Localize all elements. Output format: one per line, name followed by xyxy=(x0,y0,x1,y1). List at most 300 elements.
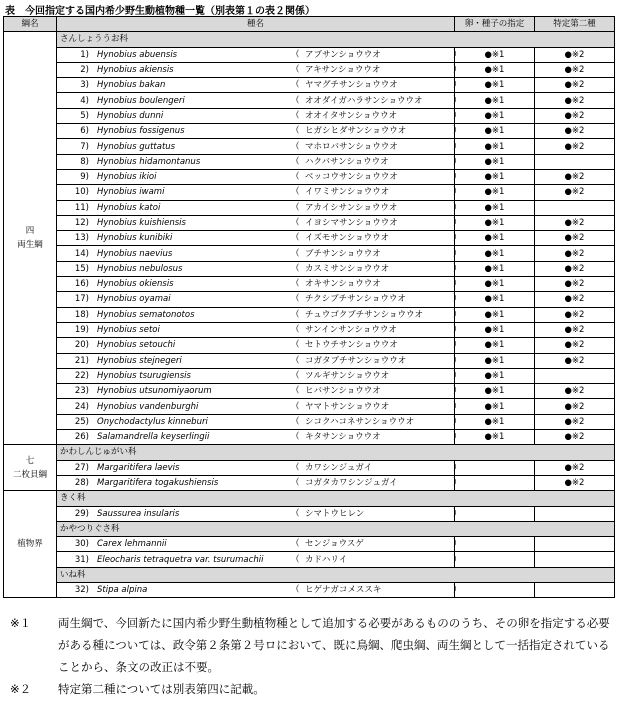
paren-close: ） xyxy=(453,416,462,427)
class-number: 七 xyxy=(25,455,35,466)
paren-close: ） xyxy=(453,218,462,228)
table-row xyxy=(4,384,615,399)
species-name-cell xyxy=(57,169,462,184)
japanese-name: カワシンジュガイ xyxy=(305,462,373,473)
species-number: 26) xyxy=(74,432,89,443)
paren-close: ） xyxy=(453,340,462,351)
paren-open: （ xyxy=(291,126,300,137)
japanese-name: ヒゲナガコメススキ xyxy=(305,585,382,596)
japanese-name: アブサンショウウオ xyxy=(305,49,381,60)
eggs-designation: ●※1 xyxy=(455,261,535,276)
eggs-designation: ●※1 xyxy=(455,246,535,261)
special-type2-designation: ●※2 xyxy=(535,277,615,292)
family-row xyxy=(4,445,615,460)
special-type2-designation: ●※2 xyxy=(535,93,615,108)
species-name-cell xyxy=(57,353,462,368)
eggs-designation: ●※1 xyxy=(455,124,535,139)
footnote xyxy=(10,612,614,678)
special-type2-designation: ●※2 xyxy=(535,338,615,353)
table-header-row xyxy=(4,17,615,32)
species-number: 30) xyxy=(74,539,89,550)
table-row xyxy=(4,185,615,200)
japanese-name: イヨシマサンショウウオ xyxy=(305,218,398,228)
species-number: 15) xyxy=(74,263,89,274)
species-number: 1) xyxy=(80,49,89,60)
species-number: 32) xyxy=(74,585,89,596)
species-name-cell xyxy=(57,246,462,261)
species-number: 27) xyxy=(74,462,89,473)
scientific-name: Stipa alpina xyxy=(97,585,148,596)
scientific-name: Eleocharis tetraquetra var. tsurumachii xyxy=(97,554,264,565)
paren-close: ） xyxy=(453,462,462,473)
paren-open: （ xyxy=(291,355,300,366)
special-type2-designation: ●※2 xyxy=(535,307,615,322)
eggs-designation xyxy=(455,506,535,521)
species-name-cell xyxy=(57,261,462,276)
species-name-cell xyxy=(57,78,462,93)
footnote-mark: ※１ xyxy=(10,616,32,630)
paren-open: （ xyxy=(291,141,300,152)
paren-close: ） xyxy=(453,233,462,244)
paren-close: ） xyxy=(453,110,462,121)
scientific-name: Hynobius abuensis xyxy=(97,49,178,60)
paren-close: ） xyxy=(453,202,462,213)
japanese-name: ベッコウサンショウウオ xyxy=(305,172,398,183)
paren-open: （ xyxy=(291,508,300,519)
scientific-name: Hynobius katoi xyxy=(97,202,161,213)
japanese-name: イワミサンショウウオ xyxy=(305,187,390,198)
special-type2-designation xyxy=(535,154,615,169)
paren-open: （ xyxy=(291,416,300,427)
table-row xyxy=(4,154,615,169)
paren-open: （ xyxy=(291,585,300,596)
eggs-designation: ●※1 xyxy=(455,430,535,445)
species-number: 5) xyxy=(80,110,89,121)
japanese-name: オオダイガハラサンショウウオ xyxy=(305,95,423,106)
footnote xyxy=(10,678,614,700)
species-name-cell xyxy=(57,322,462,337)
eggs-designation xyxy=(455,475,535,490)
eggs-designation: ●※1 xyxy=(455,169,535,184)
table-row xyxy=(4,231,615,246)
special-type2-designation: ●※2 xyxy=(535,215,615,230)
special-type2-designation xyxy=(535,368,615,383)
paren-open: （ xyxy=(291,462,300,473)
paren-close: ） xyxy=(453,156,462,167)
special-type2-designation: ●※2 xyxy=(535,460,615,475)
species-name-cell xyxy=(57,582,462,597)
species-name-cell xyxy=(57,62,462,77)
species-name-cell xyxy=(57,215,462,230)
special-type2-designation xyxy=(535,582,615,597)
header-special-type2: 特定第二種 xyxy=(535,17,615,32)
scientific-name: Hynobius guttatus xyxy=(97,141,176,152)
species-name-cell xyxy=(57,47,462,62)
japanese-name: コガタブチサンショウウオ xyxy=(305,355,407,366)
paren-open: （ xyxy=(291,263,300,274)
species-name-cell xyxy=(57,292,462,307)
japanese-name: センジョウスゲ xyxy=(305,539,364,550)
special-type2-designation: ●※2 xyxy=(535,139,615,154)
scientific-name: Carex lehmannii xyxy=(97,539,167,550)
paren-open: （ xyxy=(291,156,300,167)
paren-close: ） xyxy=(453,126,462,137)
japanese-name: シコクハコネサンショウウオ xyxy=(305,416,415,427)
table-row xyxy=(4,215,615,230)
special-type2-designation: ●※2 xyxy=(535,231,615,246)
class-label: 両生綱 xyxy=(17,240,43,251)
paren-open: （ xyxy=(291,370,300,381)
eggs-designation: ●※1 xyxy=(455,47,535,62)
species-name-cell xyxy=(57,154,462,169)
family-row xyxy=(4,567,615,582)
species-number: 13) xyxy=(74,233,89,244)
special-type2-designation xyxy=(535,537,615,552)
class-label: 植物界 xyxy=(17,539,43,550)
special-type2-designation: ●※2 xyxy=(535,108,615,123)
japanese-name: ツルギサンショウウオ xyxy=(305,370,390,381)
eggs-designation: ●※1 xyxy=(455,185,535,200)
table-row xyxy=(4,414,615,429)
species-name-cell xyxy=(57,93,462,108)
table-row xyxy=(4,430,615,445)
table-row xyxy=(4,200,615,215)
table-row xyxy=(4,537,615,552)
scientific-name: Hynobius dunni xyxy=(97,110,164,121)
paren-close: ） xyxy=(453,248,462,259)
species-number: 10) xyxy=(74,187,89,198)
species-name-cell xyxy=(57,399,462,414)
table-row xyxy=(4,506,615,521)
paren-close: ） xyxy=(453,279,462,290)
scientific-name: Hynobius hidamontanus xyxy=(97,156,201,167)
species-table xyxy=(3,16,615,598)
species-name-cell xyxy=(57,552,462,567)
species-number: 16) xyxy=(74,279,89,290)
species-name-cell xyxy=(57,368,462,383)
paren-close: ） xyxy=(453,141,462,152)
paren-open: （ xyxy=(291,110,300,121)
species-number: 14) xyxy=(74,248,89,259)
eggs-designation xyxy=(455,460,535,475)
eggs-designation: ●※1 xyxy=(455,200,535,215)
japanese-name: ハクバサンショウウオ xyxy=(305,156,389,167)
special-type2-designation: ●※2 xyxy=(535,414,615,429)
scientific-name: Hynobius kunibiki xyxy=(97,233,173,244)
scientific-name: Hynobius naevius xyxy=(97,248,173,259)
eggs-designation: ●※1 xyxy=(455,368,535,383)
japanese-name: シマトウヒレン xyxy=(305,508,365,519)
table-body xyxy=(4,32,615,598)
eggs-designation xyxy=(455,552,535,567)
paren-close: ） xyxy=(453,187,462,198)
species-number: 28) xyxy=(74,478,89,489)
eggs-designation: ●※1 xyxy=(455,307,535,322)
scientific-name: Saussurea insularis xyxy=(97,508,180,519)
paren-close: ） xyxy=(453,432,462,443)
species-number: 12) xyxy=(74,218,89,228)
paren-open: （ xyxy=(291,340,300,351)
table-row xyxy=(4,307,615,322)
footnote-text: 特定第二種については別表第四に記載。 xyxy=(58,682,265,696)
special-type2-designation: ●※2 xyxy=(535,47,615,62)
class-name xyxy=(4,445,57,491)
paren-open: （ xyxy=(291,401,300,412)
japanese-name: アキサンショウウオ xyxy=(305,65,381,76)
family-row xyxy=(4,32,615,47)
paren-close: ） xyxy=(453,95,462,106)
species-number: 17) xyxy=(74,294,89,305)
scientific-name: Hynobius vandenburghi xyxy=(97,401,199,412)
scientific-name: Margaritifera togakushiensis xyxy=(97,478,219,489)
paren-close: ） xyxy=(453,539,462,550)
species-name-cell xyxy=(57,200,462,215)
species-number: 31) xyxy=(74,554,89,565)
japanese-name: カスミサンショウウオ xyxy=(305,263,390,274)
special-type2-designation: ●※2 xyxy=(535,78,615,93)
table-row xyxy=(4,108,615,123)
scientific-name: Hynobius tsurugiensis xyxy=(97,370,191,381)
paren-close: ） xyxy=(453,386,462,397)
special-type2-designation: ●※2 xyxy=(535,124,615,139)
table-row xyxy=(4,475,615,490)
scientific-name: Hynobius ikioi xyxy=(97,172,157,183)
paren-open: （ xyxy=(291,202,300,213)
species-number: 23) xyxy=(74,386,89,397)
paren-close: ） xyxy=(453,554,462,565)
species-name-cell xyxy=(57,384,462,399)
table-row xyxy=(4,353,615,368)
eggs-designation: ●※1 xyxy=(455,384,535,399)
species-number: 19) xyxy=(74,325,89,336)
japanese-name: コガタカワシンジュガイ xyxy=(305,478,398,489)
paren-close: ） xyxy=(453,401,462,412)
scientific-name: Hynobius akiensis xyxy=(97,65,174,76)
species-number: 8) xyxy=(80,156,89,167)
paren-close: ） xyxy=(453,355,462,366)
paren-close: ） xyxy=(453,65,462,76)
species-number: 24) xyxy=(74,401,89,412)
japanese-name: ヒバサンショウウオ xyxy=(305,386,381,397)
family-name: かやつりぐさ科 xyxy=(57,521,615,536)
table-row xyxy=(4,399,615,414)
special-type2-designation: ●※2 xyxy=(535,169,615,184)
eggs-designation: ●※1 xyxy=(455,338,535,353)
japanese-name: セトウチサンショウウオ xyxy=(305,340,398,351)
table-row xyxy=(4,552,615,567)
paren-open: （ xyxy=(291,233,300,244)
paren-open: （ xyxy=(291,309,300,320)
header-eggs-seeds: 卵・種子の指定 xyxy=(455,17,535,32)
special-type2-designation: ●※2 xyxy=(535,475,615,490)
species-number: 3) xyxy=(80,80,89,91)
scientific-name: Hynobius fossigenus xyxy=(97,126,185,137)
species-name-cell xyxy=(57,124,462,139)
scientific-name: Hynobius oyamai xyxy=(97,294,171,305)
special-type2-designation: ●※2 xyxy=(535,430,615,445)
table-row xyxy=(4,292,615,307)
paren-close: ） xyxy=(453,325,462,336)
species-number: 6) xyxy=(80,126,89,137)
table-row xyxy=(4,368,615,383)
japanese-name: ヤマグチサンショウウオ xyxy=(305,80,398,91)
paren-close: ） xyxy=(453,478,462,489)
eggs-designation: ●※1 xyxy=(455,231,535,246)
class-name xyxy=(4,491,57,598)
family-name: かわしんじゅがい科 xyxy=(57,445,615,460)
japanese-name: チュウゴクブチサンショウウオ xyxy=(305,309,423,320)
eggs-designation: ●※1 xyxy=(455,322,535,337)
paren-open: （ xyxy=(291,432,300,443)
header-class: 綱名 xyxy=(4,17,57,32)
special-type2-designation: ●※2 xyxy=(535,185,615,200)
scientific-name: Hynobius okiensis xyxy=(97,279,174,290)
paren-close: ） xyxy=(453,585,462,596)
species-number: 20) xyxy=(74,340,89,351)
species-name-cell xyxy=(57,537,462,552)
species-name-cell xyxy=(57,430,462,445)
paren-open: （ xyxy=(291,386,300,397)
species-number: 9) xyxy=(80,172,89,183)
special-type2-designation xyxy=(535,506,615,521)
eggs-designation xyxy=(455,537,535,552)
table-row xyxy=(4,246,615,261)
table-row xyxy=(4,277,615,292)
table-row xyxy=(4,139,615,154)
family-row xyxy=(4,491,615,506)
paren-open: （ xyxy=(291,95,300,106)
paren-close: ） xyxy=(453,294,462,305)
table-row xyxy=(4,338,615,353)
japanese-name: マホロバサンショウウオ xyxy=(305,141,398,152)
table-row xyxy=(4,169,615,184)
species-name-cell xyxy=(57,277,462,292)
scientific-name: Hynobius sematonotos xyxy=(97,309,195,320)
eggs-designation: ●※1 xyxy=(455,154,535,169)
species-name-cell xyxy=(57,414,462,429)
paren-open: （ xyxy=(291,80,300,91)
species-name-cell xyxy=(57,108,462,123)
eggs-designation: ●※1 xyxy=(455,414,535,429)
japanese-name: オキサンショウウオ xyxy=(305,279,381,290)
scientific-name: Hynobius iwami xyxy=(97,187,165,198)
paren-close: ） xyxy=(453,49,462,60)
class-name xyxy=(4,32,57,445)
species-number: 7) xyxy=(80,141,89,152)
paren-close: ） xyxy=(453,172,462,183)
special-type2-designation xyxy=(535,552,615,567)
species-name-cell xyxy=(57,460,462,475)
paren-open: （ xyxy=(291,65,300,76)
footnote-text: 両生綱で、今回新たに国内希少野生動植物種として追加する必要があるもののうち、その卵を指定する必要がある種については、政令第２条第２号ロにおいて、既に鳥綱、爬虫綱、両生綱として一括指定されていることから、条文の改正は不要。 xyxy=(58,616,610,674)
scientific-name: Hynobius utsunomiyaorum xyxy=(97,386,212,397)
japanese-name: ブチサンショウウオ xyxy=(305,248,381,259)
table-row xyxy=(4,62,615,77)
paren-close: ） xyxy=(453,370,462,381)
table-row xyxy=(4,322,615,337)
paren-open: （ xyxy=(291,218,300,228)
paren-open: （ xyxy=(291,279,300,290)
paren-open: （ xyxy=(291,248,300,259)
paren-open: （ xyxy=(291,554,300,565)
special-type2-designation: ●※2 xyxy=(535,322,615,337)
special-type2-designation: ●※2 xyxy=(535,399,615,414)
species-name-cell xyxy=(57,338,462,353)
paren-close: ） xyxy=(453,80,462,91)
scientific-name: Onychodactylus kinneburi xyxy=(97,416,208,427)
species-number: 2) xyxy=(80,65,89,76)
table-caption: 表 今回指定する国内希少野生動植物種一覧（別表第１の表２関係） xyxy=(5,6,315,17)
special-type2-designation: ●※2 xyxy=(535,246,615,261)
japanese-name: オオイタサンショウウオ xyxy=(305,110,398,121)
japanese-name: サンインサンショウウオ xyxy=(305,325,397,336)
scientific-name: Hynobius bakan xyxy=(97,80,166,91)
japanese-name: アカイシサンショウウオ xyxy=(305,202,398,213)
paren-close: ） xyxy=(453,263,462,274)
table-row xyxy=(4,47,615,62)
eggs-designation: ●※1 xyxy=(455,139,535,154)
table-row xyxy=(4,261,615,276)
scientific-name: Hynobius boulengeri xyxy=(97,95,185,106)
special-type2-designation xyxy=(535,200,615,215)
special-type2-designation: ●※2 xyxy=(535,261,615,276)
class-number: 四 xyxy=(25,226,35,237)
eggs-designation: ●※1 xyxy=(455,93,535,108)
eggs-designation: ●※1 xyxy=(455,277,535,292)
table-row xyxy=(4,78,615,93)
footnotes xyxy=(10,612,614,700)
family-row xyxy=(4,521,615,536)
species-number: 4) xyxy=(80,95,89,106)
species-name-cell xyxy=(57,506,462,521)
eggs-designation: ●※1 xyxy=(455,78,535,93)
eggs-designation: ●※1 xyxy=(455,292,535,307)
species-name-cell xyxy=(57,475,462,490)
header-species-name: 種名 xyxy=(57,17,455,32)
japanese-name: ヤマトサンショウウオ xyxy=(305,401,390,412)
footnote-mark: ※２ xyxy=(10,682,32,696)
species-number: 29) xyxy=(74,508,89,519)
species-number: 25) xyxy=(74,416,89,427)
japanese-name: イズモサンショウウオ xyxy=(305,233,390,244)
paren-open: （ xyxy=(291,294,300,305)
family-name: いね科 xyxy=(57,567,615,582)
eggs-designation: ●※1 xyxy=(455,399,535,414)
table-row xyxy=(4,460,615,475)
scientific-name: Hynobius nebulosus xyxy=(97,263,183,274)
species-number: 18) xyxy=(74,309,89,320)
species-number: 21) xyxy=(74,355,89,366)
paren-open: （ xyxy=(291,49,300,60)
eggs-designation: ●※1 xyxy=(455,215,535,230)
family-name: さんしょううお科 xyxy=(57,32,615,47)
paren-open: （ xyxy=(291,539,300,550)
species-name-cell xyxy=(57,185,462,200)
special-type2-designation: ●※2 xyxy=(535,384,615,399)
paren-open: （ xyxy=(291,172,300,183)
eggs-designation: ●※1 xyxy=(455,108,535,123)
special-type2-designation: ●※2 xyxy=(535,353,615,368)
paren-close: ） xyxy=(453,508,462,519)
species-name-cell xyxy=(57,139,462,154)
japanese-name: ヒガシヒダサンショウウオ xyxy=(305,126,407,137)
table-row xyxy=(4,582,615,597)
class-label: 二枚貝綱 xyxy=(12,469,47,480)
scientific-name: Hynobius stejnegeri xyxy=(97,355,182,366)
scientific-name: Hynobius setouchi xyxy=(97,340,176,351)
species-number: 22) xyxy=(74,370,89,381)
paren-close: ） xyxy=(453,309,462,320)
